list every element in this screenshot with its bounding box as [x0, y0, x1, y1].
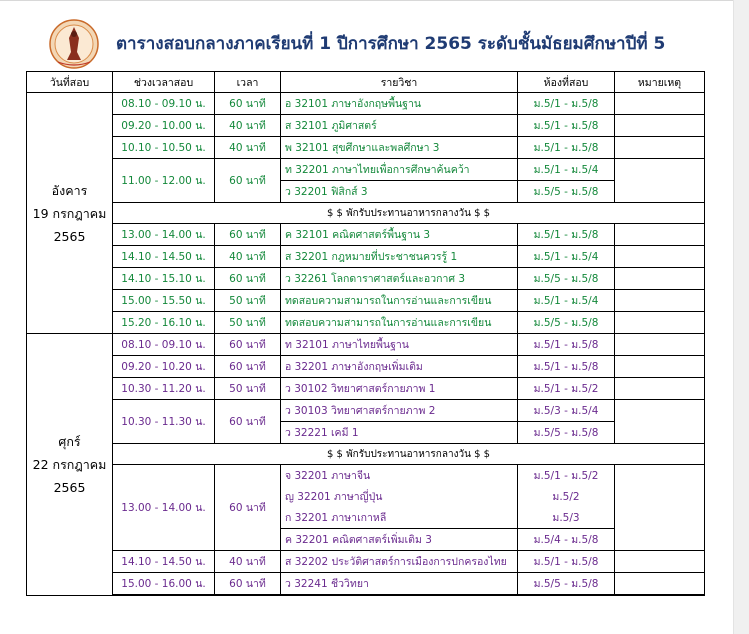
room: ม.5/1 - ม.5/4 [518, 246, 615, 268]
day-weekday: อังคาร [51, 182, 88, 198]
lunch-break-row [27, 203, 705, 224]
subject: ค 32101 คณิตศาสตร์พื้นฐาน 3 [281, 224, 518, 246]
duration: 40 นาที [215, 115, 281, 137]
table-row [27, 378, 705, 400]
duration: 50 นาที [215, 378, 281, 400]
time-range: 15.00 - 16.00 น. [113, 573, 215, 596]
table-row [27, 115, 705, 137]
subject: ท 32201 ภาษาไทยเพื่อการศึกษาค้นคว้า [281, 159, 518, 181]
remarks [615, 290, 705, 312]
remarks [615, 356, 705, 378]
remarks [615, 378, 705, 400]
subject: อ 32101 ภาษาอังกฤษพื้นฐาน [281, 93, 518, 115]
duration: 50 นาที [215, 312, 281, 334]
room: ม.5/1 - ม.5/4 [518, 290, 615, 312]
subject: ญ 32201 ภาษาญี่ปุ่น [281, 486, 518, 507]
subject: ค 32201 คณิตศาสตร์เพิ่มเติม 3 [281, 529, 518, 551]
duration: 40 นาที [215, 246, 281, 268]
subject: ว 32221 เคมี 1 [281, 422, 518, 444]
table-row [27, 93, 705, 115]
subject: ว 30103 วิทยาศาสตร์กายภาพ 2 [281, 400, 518, 422]
subject: ทดสอบความสามารถในการอ่านและการเขียน [281, 290, 518, 312]
duration: 50 นาที [215, 290, 281, 312]
time-range: 10.10 - 10.50 น. [113, 137, 215, 159]
room: ม.5/5 - ม.5/8 [518, 312, 615, 334]
exam-day-2 [27, 334, 113, 596]
room: ม.5/3 - ม.5/4 [518, 400, 615, 422]
subject: ท 32101 ภาษาไทยพื้นฐาน [281, 334, 518, 356]
room: ม.5/1 - ม.5/8 [518, 334, 615, 356]
room: ม.5/1 - ม.5/8 [518, 224, 615, 246]
subject: ส 32202 ประวัติศาสตร์การเมืองการปกครองไทย [281, 551, 518, 573]
duration: 60 นาที [215, 465, 281, 551]
room: ม.5/2 [518, 486, 615, 507]
duration: 60 นาที [215, 356, 281, 378]
duration: 60 นาที [215, 268, 281, 290]
day-year: 2565 [53, 479, 86, 495]
remarks [615, 159, 705, 203]
col-header-date: วันที่สอบ [27, 72, 113, 93]
col-header-subject: รายวิชา [281, 72, 518, 93]
col-header-remarks: หมายเหตุ [615, 72, 705, 93]
subject: ส 32201 กฎหมายที่ประชาชนควรรู้ 1 [281, 246, 518, 268]
remarks [615, 334, 705, 356]
subject: พ 32101 สุขศึกษาและพลศึกษา 3 [281, 137, 518, 159]
day-date: 19 กรกฎาคม [32, 205, 107, 221]
room: ม.5/1 - ม.5/8 [518, 93, 615, 115]
scrollbar-track[interactable] [733, 0, 749, 634]
duration: 60 นาที [215, 573, 281, 596]
table-row [27, 400, 705, 422]
table-row [27, 312, 705, 334]
time-range: 09.20 - 10.20 น. [113, 356, 215, 378]
remarks [615, 400, 705, 444]
time-range: 10.30 - 11.30 น. [113, 400, 215, 444]
time-range: 13.00 - 14.00 น. [113, 465, 215, 551]
remarks [615, 465, 705, 551]
room: ม.5/1 - ม.5/2 [518, 378, 615, 400]
time-range: 14.10 - 14.50 น. [113, 551, 215, 573]
subject: จ 32201 ภาษาจีน [281, 465, 518, 487]
table-row [27, 137, 705, 159]
room: ม.5/1 - ม.5/4 [518, 159, 615, 181]
time-range: 15.00 - 15.50 น. [113, 290, 215, 312]
table-row [27, 465, 705, 487]
table-row [27, 290, 705, 312]
room: ม.5/5 - ม.5/8 [518, 181, 615, 203]
room: ม.5/1 - ม.5/8 [518, 356, 615, 378]
subject: อ 32201 ภาษาอังกฤษเพิ่มเติม [281, 356, 518, 378]
duration: 40 นาที [215, 551, 281, 573]
day-date: 22 กรกฎาคม [32, 456, 107, 472]
duration: 60 นาที [215, 159, 281, 203]
duration: 60 นาที [215, 224, 281, 246]
table-row [27, 356, 705, 378]
duration: 60 นาที [215, 334, 281, 356]
lunch-break-label: $ $ พักรับประทานอาหารกลางวัน $ $ [113, 203, 705, 224]
duration: 60 นาที [215, 400, 281, 444]
col-header-time-range: ช่วงเวลาสอบ [113, 72, 215, 93]
time-range: 14.10 - 14.50 น. [113, 246, 215, 268]
subject: ว 32201 ฟิสิกส์ 3 [281, 181, 518, 203]
remarks [615, 93, 705, 115]
time-range: 08.10 - 09.10 น. [113, 334, 215, 356]
time-range: 09.20 - 10.00 น. [113, 115, 215, 137]
room: ม.5/1 - ม.5/8 [518, 137, 615, 159]
time-range: 08.10 - 09.10 น. [113, 93, 215, 115]
table-row [27, 224, 705, 246]
room: ม.5/4 - ม.5/8 [518, 529, 615, 551]
time-range: 14.10 - 15.10 น. [113, 268, 215, 290]
exam-day-1 [27, 93, 113, 334]
table-row [27, 334, 705, 356]
time-range: 13.00 - 14.00 น. [113, 224, 215, 246]
remarks [615, 312, 705, 334]
room: ม.5/5 - ม.5/8 [518, 422, 615, 444]
day-weekday: ศุกร์ [58, 433, 81, 449]
room: ม.5/1 - ม.5/2 [518, 465, 615, 487]
room: ม.5/1 - ม.5/8 [518, 115, 615, 137]
remarks [615, 551, 705, 573]
page-title: ตารางสอบกลางภาคเรียนที่ 1 ปีการศึกษา 2565 ระดับชั้นมัธยมศึกษาปีที่ 5 [116, 34, 666, 54]
subject: ว 30102 วิทยาศาสตร์กายภาพ 1 [281, 378, 518, 400]
time-range: 10.30 - 11.20 น. [113, 378, 215, 400]
school-logo-icon [48, 18, 100, 70]
subject: ว 32241 ชีววิทยา [281, 573, 518, 596]
table-row [27, 551, 705, 573]
table-row [27, 246, 705, 268]
day-year: 2565 [53, 228, 86, 244]
subject: ส 32101 ภูมิศาสตร์ [281, 115, 518, 137]
table-row [27, 268, 705, 290]
exam-schedule-table [26, 71, 705, 596]
col-header-duration: เวลา [215, 72, 281, 93]
room: ม.5/5 - ม.5/8 [518, 268, 615, 290]
table-header-row [27, 72, 705, 93]
time-range: 11.00 - 12.00 น. [113, 159, 215, 203]
subject: ก 32201 ภาษาเกาหลี [281, 507, 518, 529]
col-header-room: ห้องที่สอบ [518, 72, 615, 93]
remarks [615, 224, 705, 246]
room: ม.5/5 - ม.5/8 [518, 573, 615, 596]
subject: ว 32261 โลกดาราศาสตร์และอวกาศ 3 [281, 268, 518, 290]
lunch-break-row [27, 444, 705, 465]
remarks [615, 246, 705, 268]
table-row [27, 573, 705, 596]
lunch-break-label: $ $ พักรับประทานอาหารกลางวัน $ $ [113, 444, 705, 465]
duration: 60 นาที [215, 93, 281, 115]
remarks [615, 137, 705, 159]
room: ม.5/1 - ม.5/8 [518, 551, 615, 573]
remarks [615, 115, 705, 137]
table-row [27, 159, 705, 181]
subject: ทดสอบความสามารถในการอ่านและการเขียน [281, 312, 518, 334]
window-top-border [0, 0, 749, 1]
room: ม.5/3 [518, 507, 615, 529]
remarks [615, 268, 705, 290]
duration: 40 นาที [215, 137, 281, 159]
remarks [615, 573, 705, 596]
time-range: 15.20 - 16.10 น. [113, 312, 215, 334]
